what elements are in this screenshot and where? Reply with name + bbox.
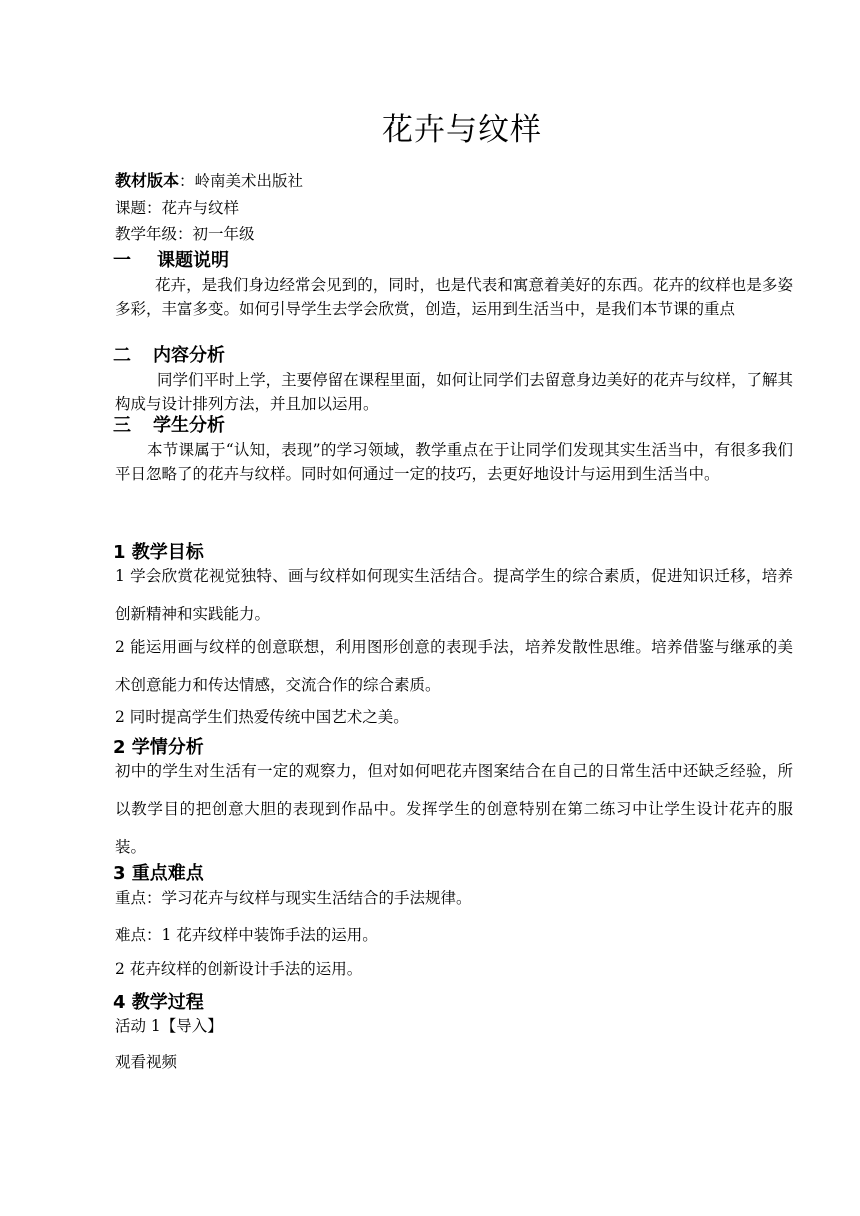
- section-heading-2: [113, 344, 225, 368]
- topic-line: 课题：花卉与纹样: [115, 199, 240, 217]
- edition-sep: ：: [179, 172, 195, 190]
- process-item-1: 活动 1【导入】: [115, 1017, 223, 1035]
- section-number: 一: [113, 250, 131, 271]
- analysis-heading: 2 学情分析: [113, 737, 204, 758]
- section-body-3: 本节课属于“认知，表现”的学习领域，教学重点在于让同学们发现其实生活当中，有很多我们平日忽略了的花卉与纹样。同时如何通过一定的技巧，去更好地设计与运用到生活当中。: [115, 441, 793, 483]
- goal-item-1: 1 学会欣赏花视觉独特、画与纹样如何现实生活结合。提高学生的综合素质，促进知识迁移，培养创新精神和实践能力。: [115, 567, 793, 623]
- edition-value: 岭南美术出版社: [194, 172, 304, 190]
- analysis-body: 初中的学生对生活有一定的观察力，但对如何吧花卉图案结合在自己的日常生活中还缺乏经验，所以教学目的把创意大胆的表现到作品中。发挥学生的创意特别在第二练习中让学生设计花卉的服装。: [115, 762, 793, 856]
- section-title: 内容分析: [153, 345, 225, 366]
- grade-line: 教学年级：初一年级: [115, 225, 255, 243]
- section-body-1: 花卉，是我们身边经常会见到的，同时，也是代表和寓意着美好的东西。花卉的纹样也是多姿多彩，丰富多变。如何引导学生去学会欣赏，创造，运用到生活当中，是我们本节课的重点: [115, 276, 793, 318]
- section-number: 二: [113, 345, 131, 366]
- section-body-2: 同学们平时上学，主要停留在课程里面，如何让同学们去留意身边美好的花卉与纹样，了解其构成与设计排列方法，并且加以运用。: [115, 371, 793, 413]
- section-title: 课题说明: [157, 250, 229, 271]
- goal-item-3: 2 同时提高学生们热爱传统中国艺术之美。: [115, 708, 409, 726]
- document-title: 花卉与纹样: [382, 112, 542, 148]
- keypoint-item-2: 难点：1 花卉纹样中装饰手法的运用。: [115, 926, 378, 944]
- process-item-2: 观看视频: [115, 1053, 178, 1071]
- process-heading: 4 教学过程: [113, 992, 204, 1013]
- keypoints-heading: 3 重点难点: [113, 863, 204, 884]
- section-heading-3: [113, 414, 225, 438]
- keypoint-item-1: 重点：学习花卉与纹样与现实生活结合的手法规律。: [115, 889, 472, 907]
- section-title: 学生分析: [153, 415, 225, 436]
- edition-line: [115, 169, 795, 193]
- section-number: 三: [113, 415, 131, 436]
- edition-label: 教材版本: [115, 171, 180, 190]
- section-heading-1: [113, 249, 229, 273]
- goals-heading: 1 教学目标: [113, 542, 204, 563]
- goal-item-2: 2 能运用画与纹样的创意联想，利用图形创意的表现手法，培养发散性思维。培养借鉴与继承的美术创意能力和传达情感，交流合作的综合素质。: [115, 638, 793, 694]
- keypoint-item-3: 2 花卉纹样的创新设计手法的运用。: [115, 960, 363, 978]
